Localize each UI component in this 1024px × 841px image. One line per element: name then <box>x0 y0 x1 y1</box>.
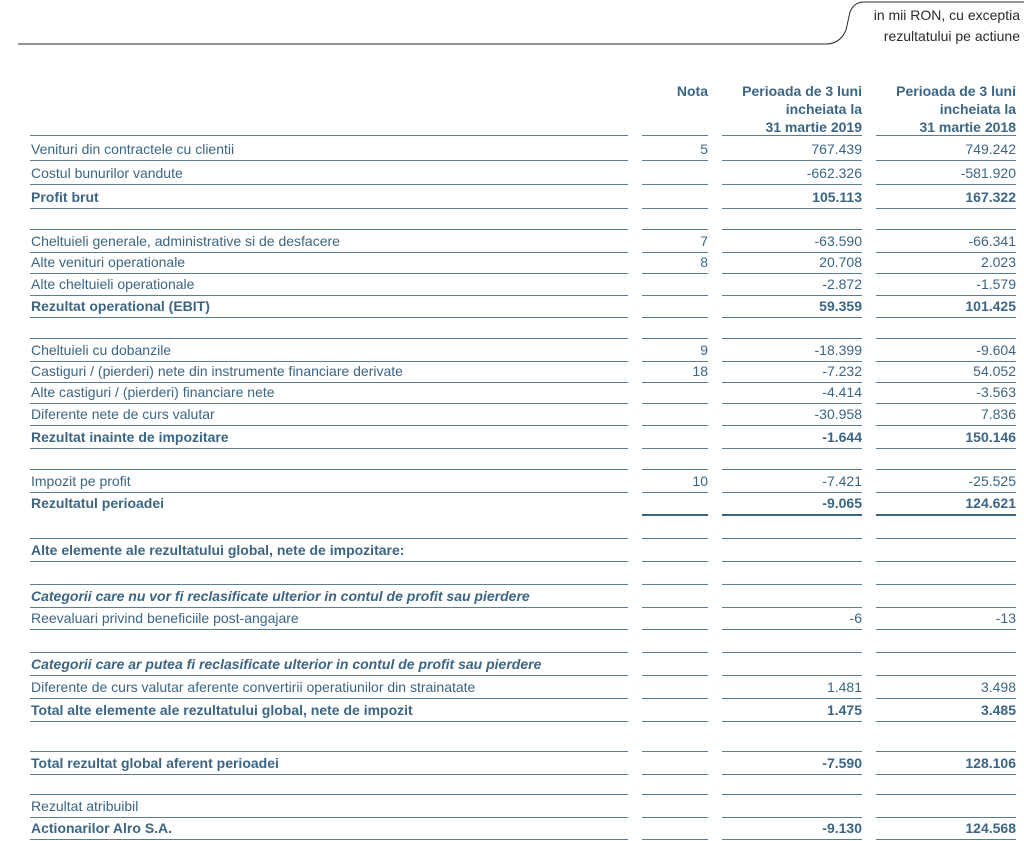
row-label: Rezultatul perioadei <box>31 495 165 511</box>
row-label: Venituri din contractele cu clientii <box>31 141 235 157</box>
row-value-2019: -7.590 <box>822 755 862 771</box>
row-rule <box>876 160 1016 161</box>
row-value-2019: -2.872 <box>822 276 862 292</box>
row-rule <box>30 774 628 775</box>
row-rule <box>876 514 1016 516</box>
row-label: Reevaluari privind beneficiile post-angajare <box>31 610 299 626</box>
table-row <box>0 677 1024 697</box>
row-rule <box>722 561 862 562</box>
row-rule <box>642 698 708 699</box>
row-note: 18 <box>692 363 708 379</box>
block-rule <box>30 652 628 653</box>
row-rule <box>876 774 1016 775</box>
row-rule <box>642 675 708 676</box>
row-value-2019: -7.421 <box>822 473 862 489</box>
column-header-2018 <box>876 82 1016 136</box>
block-rule <box>722 584 862 585</box>
row-label: Rezultat inainte de impozitare <box>31 429 229 445</box>
row-rule <box>30 721 628 722</box>
row-value-2019: -63.590 <box>814 233 862 249</box>
row-value-2019: 20.708 <box>819 254 862 270</box>
row-rule <box>642 629 708 630</box>
row-rule <box>722 160 862 161</box>
column-header-2019 <box>722 82 862 136</box>
table-row <box>0 700 1024 720</box>
row-value-2019: -18.399 <box>814 342 862 358</box>
row-rule <box>642 317 708 318</box>
column-header-2018-line1: Perioada de 3 luni <box>896 83 1016 99</box>
row-rule <box>722 317 862 318</box>
block-rule <box>642 584 708 585</box>
row-rule <box>642 721 708 722</box>
row-value-2019: -30.958 <box>814 406 862 422</box>
table-row <box>0 187 1024 207</box>
row-value-2018: 7.836 <box>980 406 1016 422</box>
row-label: Cheltuieli generale, administrative si de desfacere <box>31 233 340 249</box>
row-rule <box>30 184 628 185</box>
header-rule <box>722 135 862 136</box>
table-row <box>0 274 1024 294</box>
row-rule <box>30 160 628 161</box>
row-rule <box>30 698 628 699</box>
row-value-2018: 2.023 <box>980 254 1016 270</box>
block-rule <box>722 229 862 230</box>
row-note: 9 <box>700 342 708 358</box>
row-value-2018: 54.052 <box>973 363 1016 379</box>
row-label: Cheltuieli cu dobanzile <box>31 342 172 358</box>
row-rule <box>722 721 862 722</box>
header-rule <box>642 135 708 136</box>
table-row <box>0 139 1024 159</box>
row-value-2019: -662.326 <box>806 165 862 181</box>
table-row <box>0 608 1024 628</box>
table-row <box>0 586 1024 606</box>
row-rule <box>876 839 1016 840</box>
block-rule <box>642 229 708 230</box>
row-value-2018: -1.579 <box>976 276 1016 292</box>
row-rule <box>642 208 708 209</box>
row-value-2018: 150.146 <box>965 429 1016 445</box>
row-label: Profit brut <box>31 189 99 205</box>
table-row <box>0 540 1024 560</box>
row-value-2019: -6 <box>849 610 862 626</box>
row-rule <box>722 425 862 426</box>
column-header-2019-line2: incheiata la <box>785 101 862 117</box>
table-row <box>0 163 1024 183</box>
column-header-2019-line3: 31 martie 2019 <box>765 119 862 135</box>
row-rule <box>876 698 1016 699</box>
row-value-2019: -4.414 <box>822 384 862 400</box>
block-rule <box>30 584 628 585</box>
row-label: Total alte elemente ale rezultatului global, nete de impozit <box>31 702 413 718</box>
block-rule <box>642 338 708 339</box>
row-rule <box>30 675 628 676</box>
row-value-2018: -581.920 <box>960 165 1016 181</box>
row-rule <box>722 184 862 185</box>
block-rule <box>876 338 1016 339</box>
row-rule <box>30 561 628 562</box>
block-rule <box>30 338 628 339</box>
block-rule <box>642 751 708 752</box>
row-value-2019: -9.130 <box>822 820 862 836</box>
column-header-nota-label: Nota <box>676 83 708 99</box>
block-rule <box>876 469 1016 470</box>
header-rule <box>876 135 1016 136</box>
column-header-2019-line1: Perioada de 3 luni <box>742 83 862 99</box>
row-rule <box>642 561 708 562</box>
row-label: Alte venituri operationale <box>31 254 186 270</box>
row-rule <box>30 448 628 449</box>
unit-note-line1: in mii RON, cu exceptia <box>873 7 1020 23</box>
row-label: Alte castiguri / (pierderi) financiare nete <box>31 384 275 400</box>
block-rule <box>30 229 628 230</box>
row-label: Total rezultat global aferent perioadei <box>31 755 279 771</box>
block-rule <box>722 794 862 795</box>
row-value-2018: 3.498 <box>980 679 1016 695</box>
table-row <box>0 427 1024 447</box>
table-row <box>0 252 1024 272</box>
table-row <box>0 493 1024 513</box>
row-value-2018: 124.568 <box>965 820 1016 836</box>
row-value-2019: -1.644 <box>822 429 862 445</box>
block-rule <box>642 538 708 539</box>
row-value-2018: -13 <box>995 610 1016 626</box>
row-label: Impozit pe profit <box>31 473 131 489</box>
row-rule <box>722 698 862 699</box>
block-rule <box>722 538 862 539</box>
row-value-2018: 124.621 <box>965 495 1016 511</box>
row-value-2019: 59.359 <box>819 298 862 314</box>
row-label: Diferente nete de curs valutar <box>31 406 215 422</box>
row-rule <box>876 561 1016 562</box>
row-label: Diferente de curs valutar aferente convertirii operatiunilor din strainatate <box>31 679 476 695</box>
row-note: 8 <box>700 254 708 270</box>
table-row <box>0 753 1024 773</box>
table-row <box>0 340 1024 360</box>
column-header-2018-line3: 31 martie 2018 <box>919 119 1016 135</box>
row-rule <box>722 675 862 676</box>
row-rule <box>722 839 862 840</box>
row-value-2018: 101.425 <box>965 298 1016 314</box>
table-row <box>0 796 1024 816</box>
block-rule <box>876 229 1016 230</box>
row-rule <box>642 160 708 161</box>
row-value-2018: -25.525 <box>968 473 1016 489</box>
row-rule <box>642 514 708 516</box>
row-value-2019: 767.439 <box>811 141 862 157</box>
column-header-2018-line2: incheiata la <box>939 101 1016 117</box>
block-rule <box>642 469 708 470</box>
header-rule <box>30 135 628 136</box>
block-rule <box>30 751 628 752</box>
header-tab-outline <box>0 0 1024 50</box>
table-row <box>0 382 1024 402</box>
row-rule <box>30 317 628 318</box>
block-rule <box>876 538 1016 539</box>
table-row <box>0 471 1024 491</box>
block-rule <box>30 538 628 539</box>
row-value-2018: -9.604 <box>976 342 1016 358</box>
table-row <box>0 404 1024 424</box>
row-note: 5 <box>700 141 708 157</box>
row-rule <box>642 839 708 840</box>
row-label: Actionarilor Alro S.A. <box>31 820 173 836</box>
row-rule <box>876 184 1016 185</box>
row-label: Rezultat atribuibil <box>31 798 139 814</box>
row-rule <box>642 448 708 449</box>
row-rule <box>30 208 628 209</box>
row-rule <box>642 184 708 185</box>
row-value-2018: -66.341 <box>968 233 1016 249</box>
row-rule <box>876 629 1016 630</box>
row-value-2019: 1.481 <box>826 679 862 695</box>
block-rule <box>876 794 1016 795</box>
row-rule <box>876 208 1016 209</box>
row-rule <box>722 774 862 775</box>
row-value-2019: -9.065 <box>822 495 862 511</box>
row-rule <box>722 629 862 630</box>
block-rule <box>642 794 708 795</box>
table-row <box>0 818 1024 838</box>
block-rule <box>30 469 628 470</box>
row-label: Castiguri / (pierderi) nete din instrumente financiare derivate <box>31 363 403 379</box>
block-rule <box>722 751 862 752</box>
row-label: Costul bunurilor vandute <box>31 165 183 181</box>
table-row <box>0 296 1024 316</box>
row-rule <box>30 839 628 840</box>
row-label: Rezultat operational (EBIT) <box>31 298 210 314</box>
row-value-2018: 3.485 <box>980 702 1016 718</box>
row-note: 7 <box>700 233 708 249</box>
row-label: Categorii care nu vor fi reclasificate ulterior in contul de profit sau pierdere <box>31 588 530 604</box>
row-label: Categorii care ar putea fi reclasificate ulterior in contul de profit sau pierdere <box>31 656 542 672</box>
row-rule <box>642 425 708 426</box>
row-rule <box>722 514 862 516</box>
block-rule <box>30 794 628 795</box>
row-rule <box>876 448 1016 449</box>
block-rule <box>722 469 862 470</box>
row-value-2019: -7.232 <box>822 363 862 379</box>
row-rule <box>30 425 628 426</box>
row-rule <box>642 774 708 775</box>
row-rule <box>30 629 628 630</box>
row-label: Alte elemente ale rezultatului global, nete de impozitare: <box>31 542 405 558</box>
row-value-2018: 128.106 <box>965 755 1016 771</box>
row-rule <box>876 675 1016 676</box>
block-rule <box>722 338 862 339</box>
row-value-2018: 167.322 <box>965 189 1016 205</box>
table-row <box>0 654 1024 674</box>
block-rule <box>722 652 862 653</box>
row-rule <box>722 208 862 209</box>
row-rule <box>722 448 862 449</box>
unit-header <box>0 0 1024 50</box>
row-note: 10 <box>692 473 708 489</box>
table-row <box>0 361 1024 381</box>
unit-note-line2: rezultatului pe actiune <box>883 28 1020 44</box>
row-rule <box>876 721 1016 722</box>
row-value-2019: 105.113 <box>812 189 862 205</box>
row-rule <box>876 425 1016 426</box>
row-value-2019: 1.475 <box>826 702 862 718</box>
block-rule <box>642 652 708 653</box>
column-header-nota <box>642 82 708 100</box>
row-value-2018: 749.242 <box>965 141 1016 157</box>
block-rule <box>876 751 1016 752</box>
row-rule <box>876 317 1016 318</box>
row-label: Alte cheltuieli operationale <box>31 276 195 292</box>
block-rule <box>876 652 1016 653</box>
block-rule <box>876 584 1016 585</box>
row-value-2018: -3.563 <box>976 384 1016 400</box>
table-row <box>0 231 1024 251</box>
